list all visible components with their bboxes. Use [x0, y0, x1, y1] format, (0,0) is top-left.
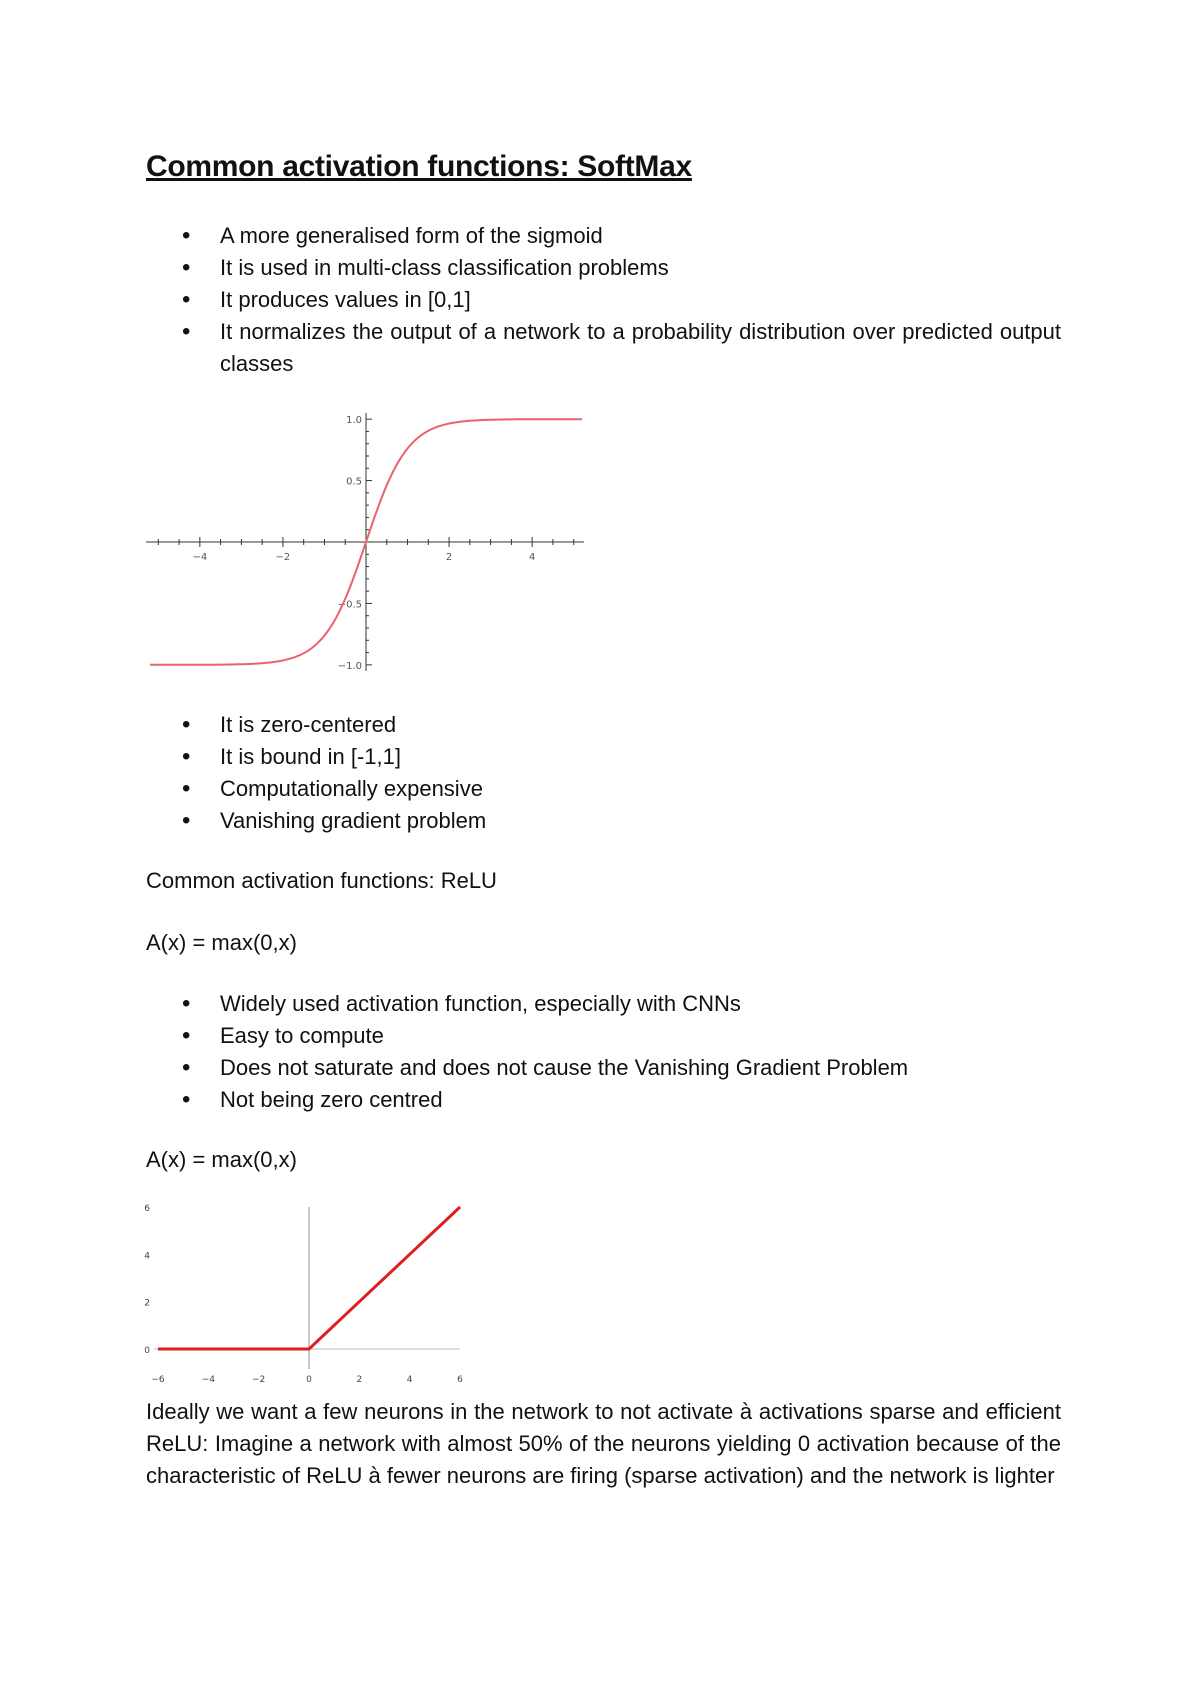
y-tick-label: 0.5 — [346, 476, 362, 488]
chart-axes — [154, 1207, 460, 1369]
x-tick-label: 4 — [406, 1375, 413, 1385]
closing-paragraph: Ideally we want a few neurons in the network to not activate à activations sparse and efficient ReLU: Imagine a network with almost 50% of the neurons yielding 0 activation because of the characteristic of ReLU à fewer neurons are firing (sparse activation) and the network is lighter — [146, 1399, 1061, 1488]
list-item: • Vanishing gradient problem — [146, 805, 1061, 837]
y-tick-label: 1.0 — [346, 415, 362, 427]
y-tick-label: −1.0 — [337, 660, 362, 672]
list-item: • Does not saturate and does not cause the Vanishing Gradient Problem — [146, 1052, 1061, 1084]
relu-heading: Common activation functions: ReLU — [146, 868, 497, 893]
relu-formula-2: A(x) = max(0,x) — [146, 1147, 297, 1172]
softmax-bullet-list — [146, 220, 1061, 380]
x-tick-label: −2 — [252, 1375, 266, 1385]
chart-ticks — [144, 1204, 463, 1385]
list-item: • Easy to compute — [146, 1020, 1061, 1052]
list-item: • Not being zero centred — [146, 1084, 1061, 1116]
list-item: • It normalizes the output of a network to a probability distribution over predicted output classes — [146, 316, 1061, 380]
list-item: • It is used in multi-class classification problems — [146, 252, 1061, 284]
x-tick-label: 0 — [306, 1375, 312, 1385]
x-tick-label: −4 — [201, 1375, 215, 1385]
y-tick-label: 6 — [144, 1204, 150, 1214]
list-item: • Computationally expensive — [146, 773, 1061, 805]
relu-chart — [140, 1195, 510, 1395]
y-tick-label: −0.5 — [337, 599, 362, 611]
x-tick-label: 6 — [457, 1375, 463, 1385]
relu-formula: A(x) = max(0,x) — [146, 930, 297, 955]
page-title: Common activation functions: SoftMax — [146, 150, 692, 183]
y-tick-label: 2 — [144, 1298, 150, 1309]
y-tick-label: 0 — [144, 1346, 150, 1356]
x-tick-label: −4 — [192, 552, 208, 563]
y-tick-label: 4 — [144, 1251, 150, 1262]
list-item: • It is bound in [-1,1] — [146, 741, 1061, 773]
x-tick-label: −6 — [151, 1375, 165, 1385]
list-item: • A more generalised form of the sigmoid — [146, 220, 1061, 252]
x-tick-label: 4 — [528, 552, 536, 563]
tanh-chart — [146, 405, 586, 680]
x-tick-label: −2 — [275, 552, 291, 563]
list-item: • Widely used activation function, especially with CNNs — [146, 988, 1061, 1020]
x-tick-label: 2 — [356, 1375, 363, 1385]
x-tick-label: 2 — [445, 552, 453, 563]
tanh-bullet-list — [146, 709, 1061, 837]
list-item: • It produces values in [0,1] — [146, 284, 1061, 316]
chart-ticks — [192, 415, 535, 672]
list-item: • It is zero-centered — [146, 709, 1061, 741]
relu-bullet-list — [146, 988, 1061, 1116]
